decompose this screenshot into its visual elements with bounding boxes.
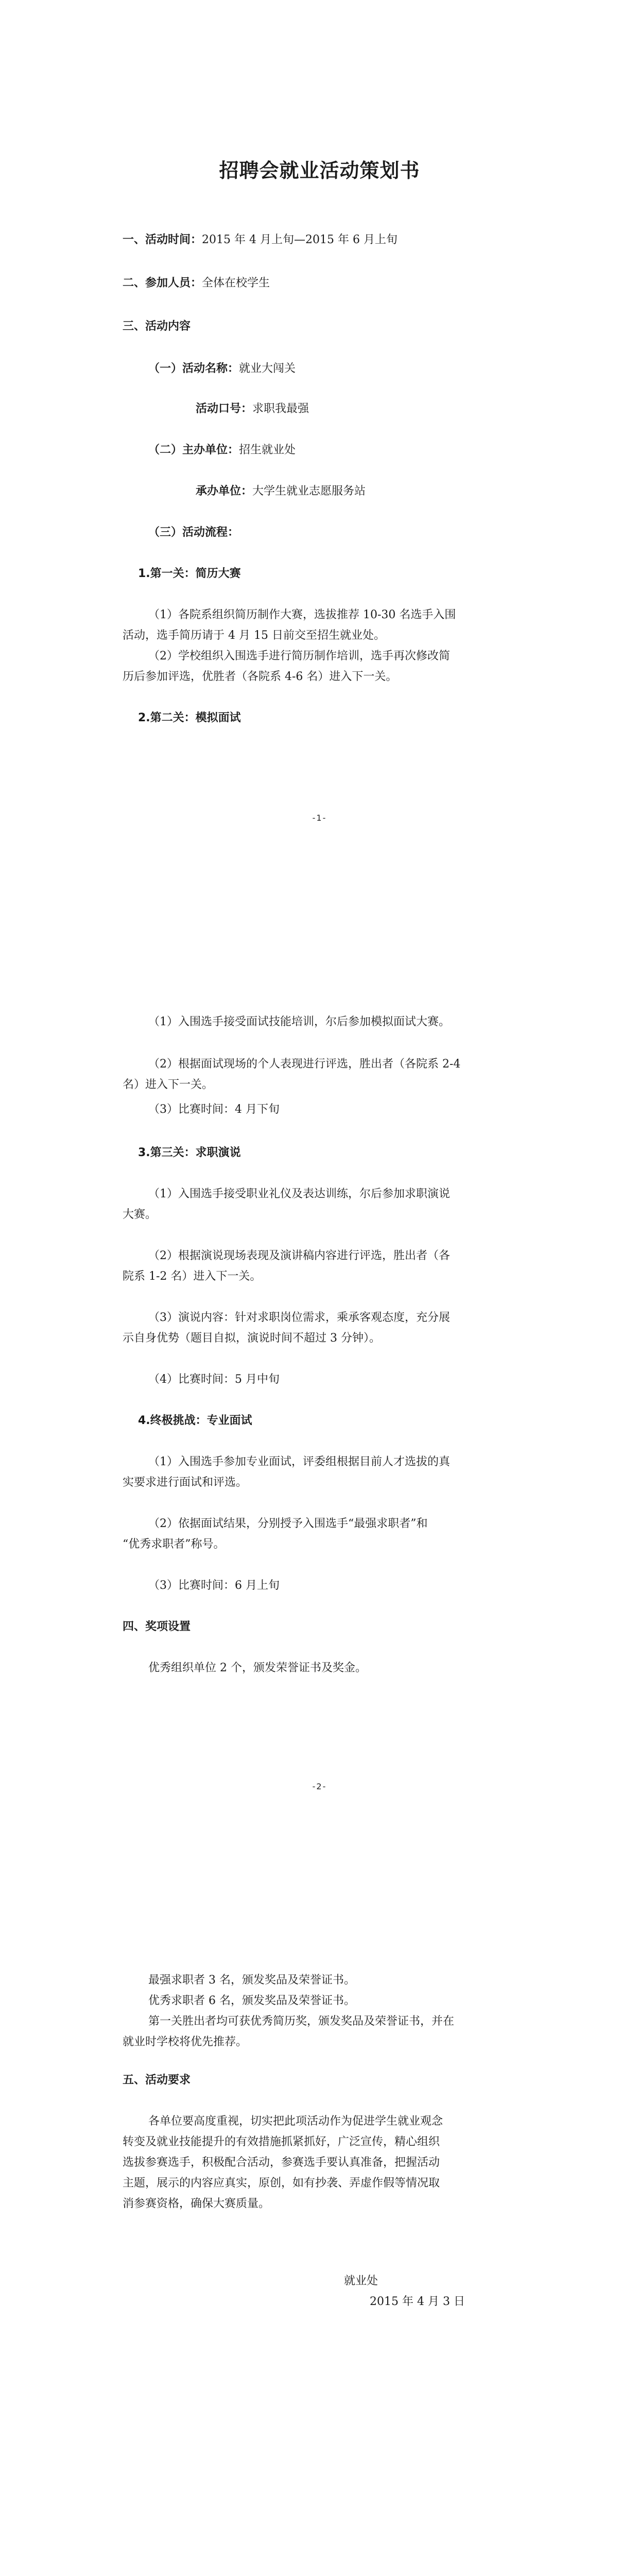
field-label: 承办单位：	[196, 485, 253, 498]
signature-org: 就业处	[344, 2275, 378, 2287]
host-unit	[148, 442, 296, 459]
paragraph-line: （1）入围选手接受面试技能培训，尔后参加模拟面试大赛。	[148, 1015, 450, 1028]
paragraph-line: 优秀组织单位 2 个，颁发荣誉证书及奖金。	[148, 1662, 367, 1674]
paragraph-line: 第一关胜出者均可获优秀简历奖，颁发奖品及荣誉证书，并在	[148, 2015, 455, 2028]
page-number: -2-	[312, 1782, 327, 1791]
paragraph-line: 名）进入下一关。	[123, 1078, 214, 1091]
stage3-heading: 3.第三关：求职演说	[138, 1146, 241, 1159]
paragraph-line: 各单位要高度重视，切实把此项活动作为促进学生就业观念	[148, 2115, 443, 2128]
stage1-heading: 1.第一关：简历大赛	[138, 567, 241, 580]
awards-heading: 四、奖项设置	[123, 1620, 191, 1633]
activity-name	[148, 361, 296, 377]
paragraph-line: （3）演说内容：针对求职岗位需求，乘承客观态度，充分展	[148, 1311, 450, 1324]
paragraph-line: 院系 1-2 名）进入下一关。	[123, 1270, 262, 1283]
paragraph-line: 历后参加评选，优胜者（各院系 4-6 名）进入下一关。	[123, 670, 398, 683]
paragraph-line: （2）学校组织入围选手进行简历制作培训，选手再次修改简	[148, 650, 450, 663]
field-label: （二）主办单位：	[148, 444, 239, 456]
section-value: 2015 年 4 月上旬—2015 年 6 月上旬	[202, 233, 398, 246]
section-label: 一、活动时间：	[123, 233, 202, 246]
paragraph-line: 就业时学校将优先推荐。	[123, 2036, 248, 2048]
signature-date: 2015 年 4 月 3 日	[370, 2295, 465, 2308]
paragraph-line: （1）入围选手参加专业面试，评委组根据目前人才选拔的真	[148, 1455, 450, 1468]
paragraph-line: 优秀求职者 6 名，颁发奖品及荣誉证书。	[148, 1994, 355, 2007]
section-content-heading: 三、活动内容	[123, 320, 191, 333]
paragraph-line: （1）各院系组织简历制作大赛，选拔推荐 10-30 名选手入围	[148, 608, 456, 621]
paragraph-line: （2）根据面试现场的个人表现进行评选，胜出者（各院系 2-4	[148, 1058, 461, 1071]
document-title: 招聘会就业活动策划书	[219, 159, 420, 182]
paragraph-line: 大赛。	[123, 1208, 157, 1221]
field-label: 活动口号：	[196, 402, 253, 415]
paragraph-line: （4）比赛时间：5 月中旬	[148, 1373, 280, 1386]
section-label: 二、参加人员：	[123, 277, 202, 290]
section-value: 全体在校学生	[202, 277, 270, 290]
paragraph-line: （3）比赛时间：6 月上旬	[148, 1579, 280, 1592]
activity-slogan	[196, 401, 309, 417]
paragraph-line: （2）依据面试结果，分别授予入围选手“最强求职者”和	[148, 1517, 428, 1530]
field-value: 就业大闯关	[239, 362, 296, 375]
stage2-heading: 2.第二关：模拟面试	[138, 711, 241, 724]
paragraph-line: （1）入围选手接受职业礼仪及表达训练，尔后参加求职演说	[148, 1188, 450, 1200]
field-value: 大学生就业志愿服务站	[252, 485, 366, 498]
process-heading: （三）活动流程：	[148, 526, 239, 539]
field-label: （一）活动名称：	[148, 362, 239, 375]
section-activity-time	[123, 232, 398, 248]
paragraph-line: （2）根据演说现场表现及演讲稿内容进行评选，胜出者（各	[148, 1249, 450, 1262]
section-participants	[123, 275, 270, 292]
paragraph-line: 活动，选手简历请于 4 月 15 日前交至招生就业处。	[123, 629, 385, 642]
paragraph-line: 最强求职者 3 名，颁发奖品及荣誉证书。	[148, 1974, 355, 1987]
paragraph-line: 主题，展示的内容应真实，原创，如有抄袭、弄虚作假等情况取	[123, 2177, 440, 2190]
paragraph-line: 消参赛资格，确保大赛质量。	[123, 2197, 270, 2210]
paragraph-line: “优秀求职者”称号。	[123, 1538, 225, 1551]
field-value: 求职我最强	[252, 402, 309, 415]
requirements-heading: 五、活动要求	[123, 2074, 191, 2087]
page-number: -1-	[312, 813, 327, 823]
field-value: 招生就业处	[239, 444, 296, 456]
paragraph-line: 示自身优势（题目自拟，演说时间不超过 3 分钟）。	[123, 1332, 381, 1345]
paragraph-line: 选拔参赛选手，积极配合活动，参赛选手要认真准备，把握活动	[123, 2156, 440, 2169]
paragraph-line: （3）比赛时间：4 月下旬	[148, 1103, 280, 1116]
paragraph-line: 转变及就业技能提升的有效措施抓紧抓好，广泛宣传，精心组织	[123, 2136, 440, 2148]
paragraph-line: 实要求进行面试和评选。	[123, 1476, 248, 1489]
stage4-heading: 4.终极挑战：专业面试	[138, 1414, 252, 1427]
organizer-unit	[196, 483, 366, 500]
